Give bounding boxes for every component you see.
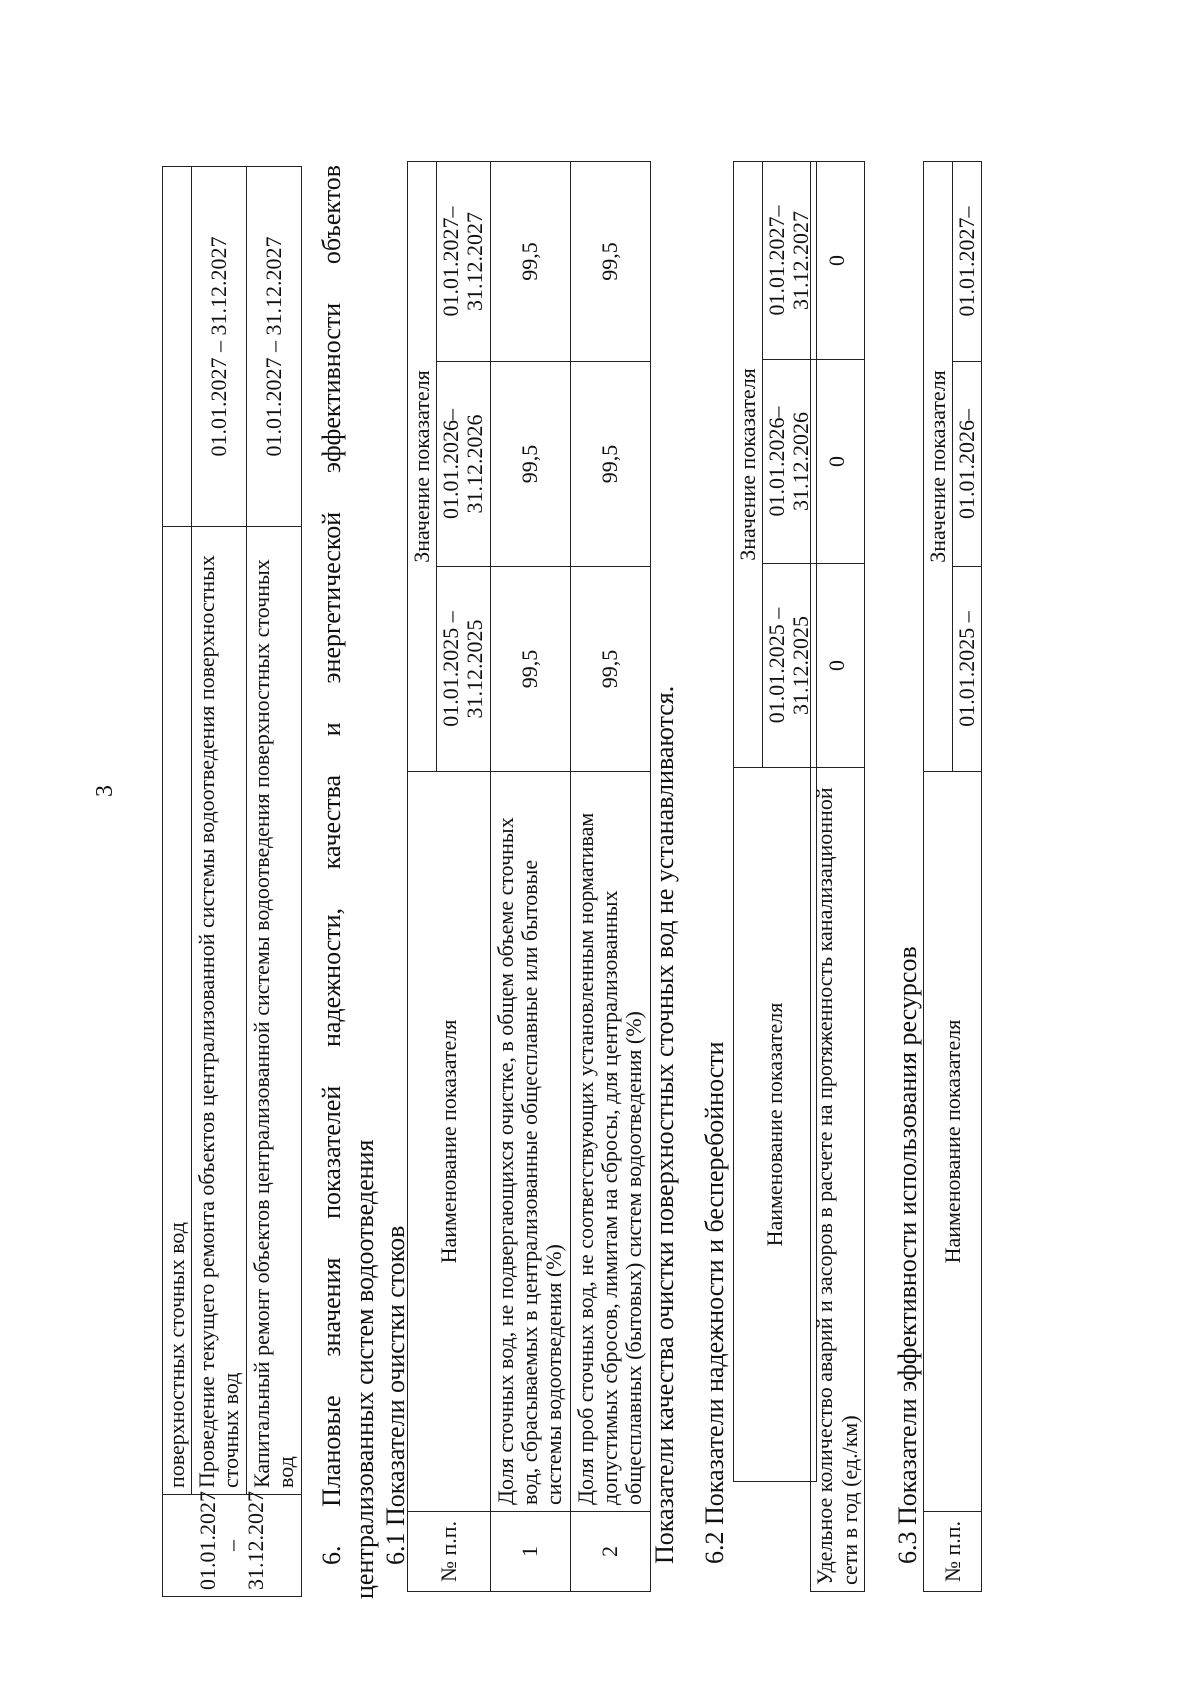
col-name-header: Наименование показателя <box>408 772 491 1512</box>
period-header: 01.01.2026– <box>953 362 982 567</box>
indicator-value: 0 <box>811 360 865 564</box>
period-cell: 01.01.2027 – 31.12.2027 <box>163 1495 302 1597</box>
period-header: 01.01.2025 – <box>953 567 982 772</box>
indicator-value: 0 <box>811 162 865 360</box>
reliability-indicators-table-body <box>810 161 865 1592</box>
table-row <box>163 167 192 1597</box>
section-6-title: 6. Плановые значения показателей надежности, качества и энергетической эффективности объектов <box>317 165 346 1565</box>
indicator-value: 99,5 <box>490 161 570 361</box>
indicator-name: Доля сточных вод, не подвергающихся очистке, в общем объеме сточных вод, сбрасываемых в централизованные общесплавные или бытовые системы водоотведения (%) <box>490 772 570 1512</box>
indicator-value: 99,5 <box>570 567 650 772</box>
subsection-6-2-title: 6.2 Показатели надежности и бесперебойности <box>700 1041 729 1564</box>
table-row <box>490 161 570 1591</box>
indicator-value: 99,5 <box>570 362 650 567</box>
works-schedule-table <box>162 166 302 1597</box>
period-header: 01.01.2025 – 31.12.2025 <box>763 564 816 768</box>
period-header: 01.01.2027– 31.12.2027 <box>437 161 490 361</box>
reliability-indicators-table <box>733 161 817 1482</box>
work-name: Проведение текущего ремонта объектов централизованной системы водоотведения поверхностных сточных вод <box>192 527 247 1495</box>
section-6-title-cont: централизованных систем водоотведения <box>350 1139 379 1599</box>
col-value-header: Значение показателя <box>408 161 437 771</box>
period-header: 01.01.2026– 31.12.2026 <box>763 360 816 564</box>
indicator-name: Доля проб сточных вод, не соответствующих установленным нормативам допустимых сбросов, лимитам на сбросы, для централизованных общесплавных (бытовых) систем водоотведения (%) <box>570 772 650 1512</box>
indicator-value: 99,5 <box>570 161 650 361</box>
indicator-name: Удельное количество аварий и засоров в расчете на протяженность канализационной сети в год (ед./км) <box>811 768 865 1592</box>
table-header-row <box>924 161 953 1591</box>
col-value-header: Значение показателя <box>924 161 953 771</box>
table-header-row <box>734 161 763 1481</box>
period-header: 01.01.2027– 31.12.2027 <box>763 161 816 359</box>
subsection-6-3-title: 6.3 Показатели эффективности использования ресурсов <box>893 946 922 1564</box>
table-row <box>247 167 302 1597</box>
indicator-value: 99,5 <box>490 362 570 567</box>
col-number-header: № п.п. <box>408 1512 491 1592</box>
row-number: 2 <box>570 1512 650 1592</box>
table-row <box>811 162 865 1592</box>
row-number: 1 <box>490 1512 570 1592</box>
table-header-row <box>408 161 437 1591</box>
col-name-header: Наименование показателя <box>924 772 982 1512</box>
period-header: 01.01.2026– 31.12.2026 <box>437 362 490 567</box>
table-row <box>570 161 650 1591</box>
cleaning-indicators-table <box>407 161 651 1592</box>
col-name-header: Наименование показателя <box>734 768 817 1482</box>
quality-note: Показатели качества очистки поверхностных сточных вод не устанавливаются. <box>650 685 679 1564</box>
subsection-6-1-title: 6.1 Показатели очистки стоков <box>381 1225 410 1565</box>
page-number: 3 <box>92 785 118 797</box>
resource-efficiency-table <box>923 161 982 1592</box>
work-period: 01.01.2027 – 31.12.2027 <box>192 167 247 527</box>
indicator-value: 99,5 <box>490 567 570 772</box>
table-row <box>192 167 247 1597</box>
col-value-header: Значение показателя <box>734 161 763 767</box>
row-fragment: поверхностных сточных вод <box>163 527 192 1495</box>
period-header: 01.01.2025 – 31.12.2025 <box>437 567 490 772</box>
period-header: 01.01.2027– <box>953 161 982 361</box>
indicator-value: 0 <box>811 564 865 768</box>
work-period: 01.01.2027 – 31.12.2027 <box>247 167 302 527</box>
col-number-header: № п.п. <box>924 1512 982 1592</box>
work-name: Капитальный ремонт объектов централизованной системы водоотведения поверхностных сточных вод <box>247 527 302 1495</box>
